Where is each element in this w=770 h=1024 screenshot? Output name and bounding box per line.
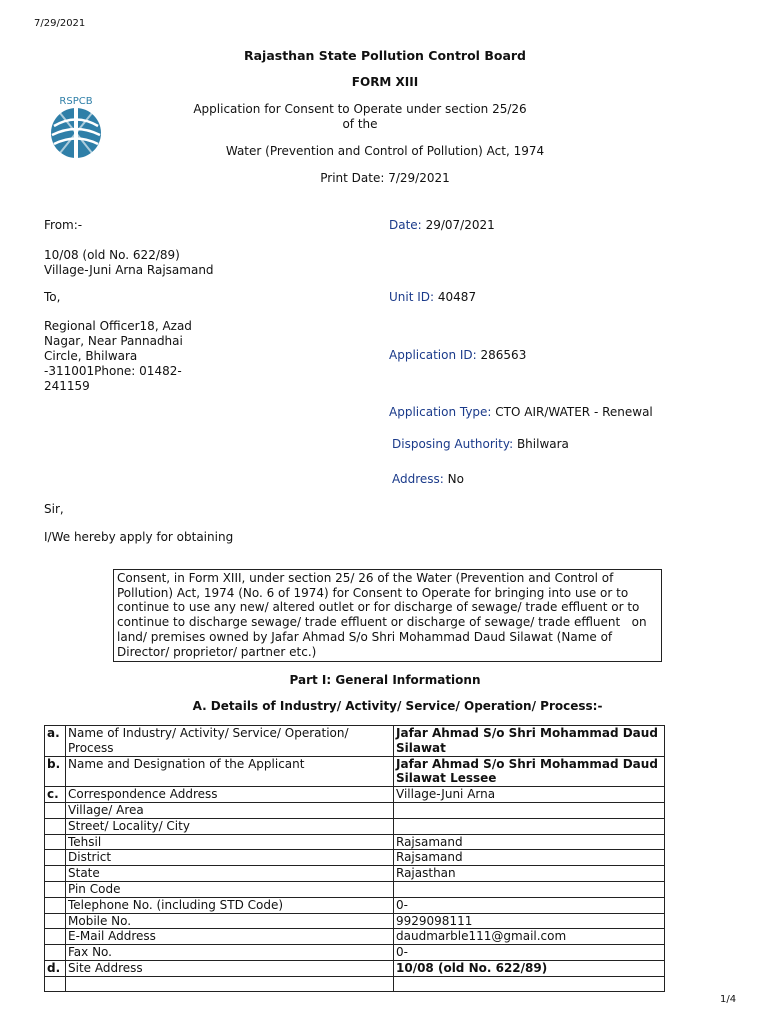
consent-line: land/ premises owned by Jafar Ahmad S/o Shri Mohammad Daud Silawat (Name of — [117, 629, 613, 644]
table-row — [45, 802, 665, 818]
to-address — [44, 319, 192, 394]
row-letter: c. — [45, 787, 66, 803]
from-line: 10/08 (old No. 622/89) — [44, 248, 180, 262]
row-label: Mobile No. — [66, 913, 394, 929]
to-label: To, — [44, 290, 61, 304]
from-address — [44, 248, 214, 278]
row-label: Name of Industry/ Activity/ Service/ Operation/ Process — [66, 726, 394, 757]
consent-line: Pollution) Act, 1974 (No. 6 of 1974) for Consent to Operate for bringing into use or to — [117, 585, 629, 600]
unit-id-label: Unit ID: — [389, 290, 435, 304]
empty-cell — [45, 976, 66, 991]
consent-line: continue to discharge sewage/ trade effluent or discharge of sewage/ trade effluent on — [117, 615, 647, 630]
table-row — [45, 945, 665, 961]
to-line: 241159 — [44, 379, 90, 393]
application-type-label: Application Type: — [389, 405, 492, 419]
page-number: 1/4 — [720, 994, 737, 1005]
row-value: Rajsamand — [394, 850, 665, 866]
consent-line: continue to use any new/ altered outlet or for discharge of sewage/ trade effluent or to — [117, 600, 640, 615]
row-label: District — [66, 850, 394, 866]
table-row — [45, 834, 665, 850]
subtitle-line-2: of the — [342, 117, 378, 131]
table-row — [45, 850, 665, 866]
row-value: 10/08 (old No. 622/89) — [394, 960, 665, 976]
row-label: Fax No. — [66, 945, 394, 961]
row-letter: a. — [45, 726, 66, 757]
date-label: Date: — [389, 218, 422, 232]
application-id-label: Application ID: — [389, 348, 477, 362]
application-subtitle — [180, 102, 540, 132]
row-value: 9929098111 — [394, 913, 665, 929]
table-row — [45, 818, 665, 834]
row-label: Street/ Locality/ City — [66, 818, 394, 834]
board-title: Rajasthan State Pollution Control Board — [243, 48, 526, 63]
table-row — [45, 913, 665, 929]
row-value: Rajasthan — [394, 866, 665, 882]
application-type-field — [389, 405, 653, 420]
row-label: Site Address — [66, 960, 394, 976]
browser-print-date: 7/29/2021 — [34, 18, 86, 29]
row-value: Jafar Ahmad S/o Shri Mohammad Daud Silawat Lessee — [394, 756, 665, 787]
table-row — [45, 756, 665, 787]
row-value: 0- — [394, 897, 665, 913]
application-type-value: CTO AIR/WATER - Renewal — [495, 405, 653, 419]
act-title: Water (Prevention and Control of Pollution) Act, 1974 — [225, 144, 545, 158]
print-date: Print Date: 7/29/2021 — [320, 171, 450, 185]
from-line: Village-Juni Arna Rajsamand — [44, 263, 214, 277]
disposing-authority-label: Disposing Authority: — [392, 437, 514, 451]
row-letter — [45, 866, 66, 882]
row-label: Pin Code — [66, 881, 394, 897]
row-letter — [45, 818, 66, 834]
table-row — [45, 929, 665, 945]
table-row — [45, 787, 665, 803]
table-row — [45, 726, 665, 757]
row-letter: b. — [45, 756, 66, 787]
row-value — [394, 881, 665, 897]
row-value: Jafar Ahmad S/o Shri Mohammad Daud Silawat — [394, 726, 665, 757]
row-value: Rajsamand — [394, 834, 665, 850]
row-letter — [45, 929, 66, 945]
section-heading: A. Details of Industry/ Activity/ Service/ Operation/ Process:- — [192, 699, 603, 713]
table-row — [45, 881, 665, 897]
row-letter: d. — [45, 960, 66, 976]
table-row-continued — [45, 976, 665, 991]
row-letter — [45, 897, 66, 913]
consent-statement — [113, 569, 662, 662]
table-row — [45, 897, 665, 913]
disposing-authority-value: Bhilwara — [516, 437, 569, 451]
consent-line: Director/ proprietor/ partner etc.) — [117, 644, 317, 659]
to-line: -311001Phone: 01482- — [44, 364, 182, 378]
row-letter — [45, 881, 66, 897]
address-label: Address: — [392, 472, 444, 486]
row-value: 0- — [394, 945, 665, 961]
row-label: Tehsil — [66, 834, 394, 850]
form-title: FORM XIII — [351, 75, 419, 89]
address-field — [392, 472, 464, 487]
disposing-authority-field — [392, 437, 569, 452]
application-id-field — [389, 348, 526, 363]
logo-text: RSPCB — [59, 96, 93, 107]
row-letter — [45, 913, 66, 929]
apply-text: I/We hereby apply for obtaining — [44, 530, 234, 544]
empty-cell — [66, 976, 394, 991]
row-value: daudmarble111@gmail.com — [394, 929, 665, 945]
empty-cell — [394, 976, 665, 991]
table-row — [45, 866, 665, 882]
row-label: Village/ Area — [66, 802, 394, 818]
address-value: No — [447, 472, 464, 486]
application-id-value: 286563 — [480, 348, 527, 362]
unit-id-field — [389, 290, 476, 305]
to-line: Regional Officer18, Azad — [44, 319, 192, 333]
to-line: Nagar, Near Pannadhai — [44, 334, 183, 348]
date-value: 29/07/2021 — [425, 218, 495, 232]
row-letter — [45, 945, 66, 961]
row-label: Correspondence Address — [66, 787, 394, 803]
industry-details-table — [44, 725, 665, 992]
consent-line: Consent, in Form XIII, under section 25/ 26 of the Water (Prevention and Control of — [117, 571, 614, 585]
date-field — [389, 218, 495, 233]
row-value — [394, 802, 665, 818]
from-label: From:- — [44, 218, 83, 232]
row-letter — [45, 834, 66, 850]
to-line: Circle, Bhilwara — [44, 349, 138, 363]
part-heading: Part I: General Informationn — [289, 673, 481, 687]
row-letter — [45, 850, 66, 866]
salutation: Sir, — [44, 502, 64, 516]
row-value: Village-Juni Arna — [394, 787, 665, 803]
subtitle-line-1: Application for Consent to Operate under section 25/26 — [193, 102, 527, 116]
row-label: State — [66, 866, 394, 882]
row-letter — [45, 802, 66, 818]
table-row — [45, 960, 665, 976]
row-label: E-Mail Address — [66, 929, 394, 945]
unit-id-value: 40487 — [437, 290, 477, 304]
row-label: Name and Designation of the Applicant — [66, 756, 394, 787]
row-label: Telephone No. (including STD Code) — [66, 897, 394, 913]
row-value — [394, 818, 665, 834]
